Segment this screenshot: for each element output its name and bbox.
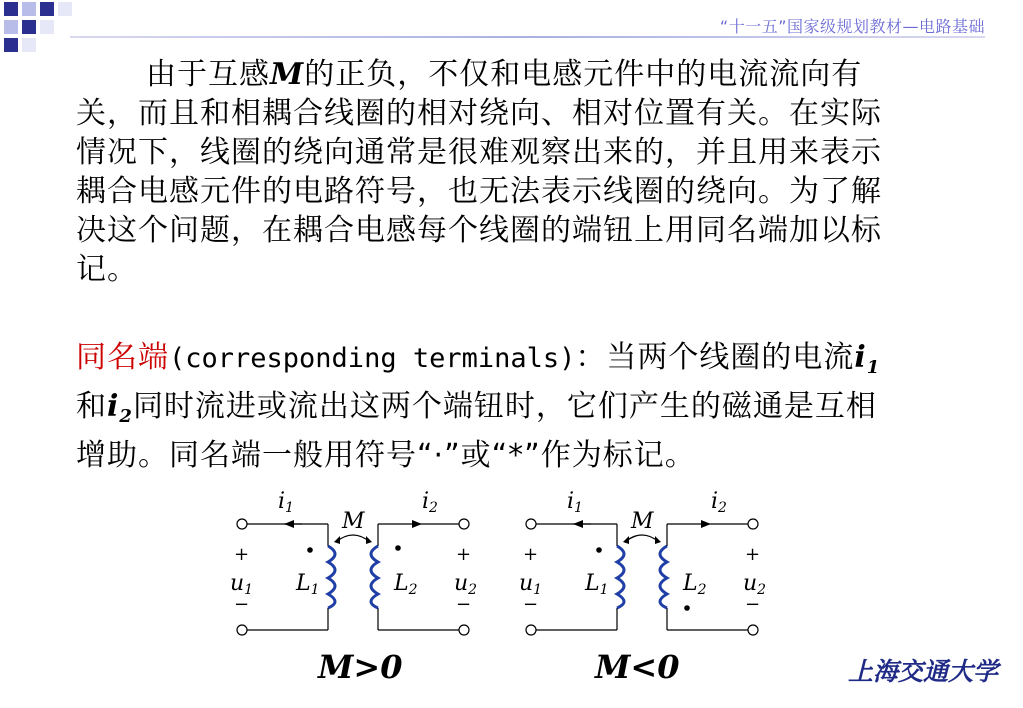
paragraph-mutual-inductance [76,55,896,289]
label-i1: i [278,489,286,514]
svg-text:L1 [295,571,320,598]
university-logo [846,648,999,690]
paragraph-definition [76,338,896,475]
symbol-M: M [270,57,305,92]
label-i2-sub: 2 [429,500,438,516]
label-i1-sub: 1 [285,500,294,516]
svg-text:u1 [230,571,253,598]
label-u1: u [519,571,534,596]
plus-u2: + [456,544,472,565]
minus-u2: − [456,594,472,615]
label-L2-sub: 2 [408,582,418,598]
label-L1: L [296,571,311,596]
svg-text:u2 [454,571,477,598]
label-i2: i [422,489,430,514]
current-i1-symbol: i [854,340,867,375]
label-L2: L [683,571,698,596]
svg-text:i1 [278,489,294,516]
label-u2-sub: 2 [757,582,767,598]
label-L1: L [585,571,600,596]
logo-text: 上海交通大学 [848,657,999,686]
label-u1: u [230,571,245,596]
paragraph2-and: 和 [76,389,107,424]
current-i1-subscript: 1 [866,357,881,378]
paragraph1-text-b: 的正负，不仅和电感元件中的电流流向有关，而且和相耦合线圈的相对绕向、相对位置有关。在实际情况下，线圈的绕向通常是很难观察出来的，并且用来表示耦合电感元件的电路符号，也无法表示线圈的绕向。为了解决这个问题，在耦合电感每个线圈的端钮上用同名端加以标记。 [76,57,882,287]
plus-u1: + [523,544,539,565]
minus-u1: − [523,594,539,615]
current-arrow-i2 [412,520,422,528]
mutual-coupling-arc [625,535,659,542]
plus-u1: + [234,544,250,565]
svg-text:L1 [584,571,609,598]
dot-marker-L1 [307,547,313,553]
label-u1-sub: 1 [533,582,543,598]
label-u2: u [454,571,469,596]
dot-marker-L2 [395,545,401,551]
label-i1: i [567,489,575,514]
svg-text:L2 [393,571,418,598]
coil-L2 [660,546,667,608]
coil-L1 [328,546,335,608]
svg-text:i2 [711,489,727,516]
minus-u2: − [745,594,761,615]
svg-text:i2 [422,489,438,516]
current-i2-symbol: i [107,389,120,424]
term-english: (corresponding terminals) [169,343,576,374]
coupled-inductor-diagram-positive [226,480,496,650]
svg-text:u2 [743,571,766,598]
label-L2: L [394,571,409,596]
coupled-inductor-diagram-negative [515,480,785,650]
svg-text:i1 [567,489,583,516]
paragraph2-text-a: ：当两个线圈的电流 [575,340,855,375]
header-divider [70,36,985,38]
label-L2-sub: 2 [697,582,707,598]
dot-marker-L1 [596,547,602,553]
label-L1-sub: 1 [599,582,609,598]
caption-positive: M>0 [318,648,403,686]
label-u2-sub: 2 [468,582,478,598]
mutual-coupling-arc [336,535,370,542]
label-M: M [342,509,365,534]
svg-text:L2 [682,571,707,598]
label-u1-sub: 1 [244,582,254,598]
label-u2: u [743,571,758,596]
label-L1-sub: 1 [310,582,320,598]
label-i2: i [711,489,719,514]
caption-negative: M<0 [595,648,680,686]
current-i2-subscript: 2 [119,406,133,427]
term-highlight: 同名端 [76,340,169,375]
label-M: M [631,509,654,534]
coil-L2 [371,546,378,608]
corner-decoration [0,0,80,60]
svg-text:u1 [519,571,542,598]
label-i2-sub: 2 [718,500,727,516]
plus-u2: + [745,544,761,565]
paragraph2-text-b: 同时流进或流出这两个端钮时，它们产生的磁通是互相增助。同名端一般用符号“·”或“*”作为标记。 [76,389,877,473]
coil-L1 [617,546,624,608]
dot-marker-L2 [684,605,690,611]
paragraph1-text-a: 由于互感 [146,57,270,92]
course-title: “十一五”国家级规划教材—电路基础 [719,17,985,36]
label-i1-sub: 1 [574,500,583,516]
current-arrow-i2 [701,520,711,528]
minus-u1: − [234,594,250,615]
